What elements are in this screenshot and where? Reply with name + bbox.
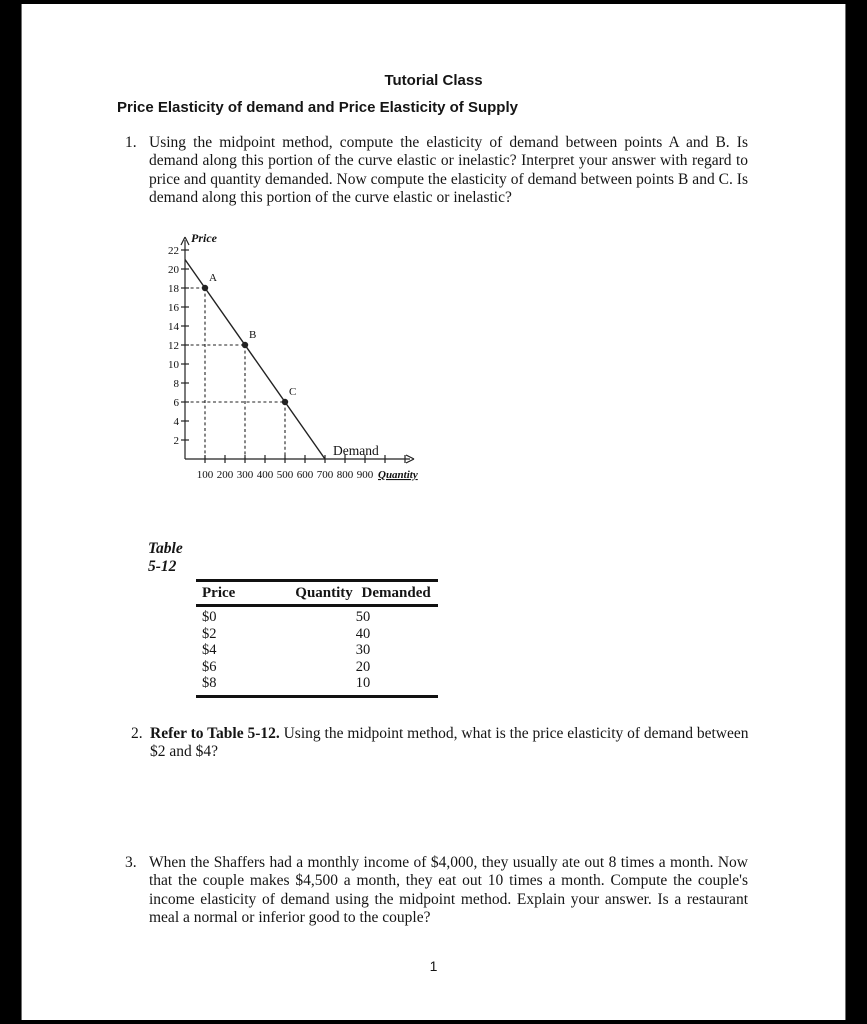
page-title: Tutorial Class <box>384 72 483 89</box>
table-header-quantity: Quantity Demanded <box>295 585 431 601</box>
question-2 <box>131 725 749 762</box>
table-caption-line1: Table <box>148 540 183 557</box>
question-1 <box>125 134 748 208</box>
svg-text:300: 300 <box>236 469 254 481</box>
svg-text:100: 100 <box>196 469 214 481</box>
price-cell: $6 <box>202 658 217 675</box>
price-cell: $8 <box>202 675 217 692</box>
svg-text:14: 14 <box>168 321 179 333</box>
demand-chart-svg <box>160 224 432 490</box>
demand-schedule-table <box>196 579 438 698</box>
table-caption <box>148 540 183 575</box>
svg-text:A: A <box>209 272 217 284</box>
question-1-text: Using the midpoint method, compute the elasticity of demand between points A and B. Is demand along this portion of the curve elastic or inelastic? Interpret your answer with regard to price and quantity demanded. Now compute the elasticity of demand between points B and C. Is demand along this portion of the curve elastic or inelastic? <box>149 134 748 207</box>
question-2-lead: Refer to Table 5-12. <box>150 725 280 742</box>
svg-text:500: 500 <box>276 469 294 481</box>
svg-text:Demand: Demand <box>333 443 379 458</box>
svg-text:10: 10 <box>168 359 179 371</box>
svg-text:B: B <box>249 329 257 341</box>
table-row <box>196 659 438 676</box>
svg-text:400: 400 <box>256 469 274 481</box>
svg-text:200: 200 <box>216 469 234 481</box>
table-header-price: Price <box>202 585 236 601</box>
question-2-rest: Using the midpoint method, what is the price elasticity of demand between $2 and $4? <box>150 725 749 761</box>
question-3-text: When the Shaffers had a monthly income of $4,000, they usually ate out 8 times a month. Now that the couple makes $4,500 a month, they eat out 10 times a month. Compute the couple's income elasticity of demand using the midpoint method. Explain your answer. Is a restaurant meal a normal or inferior good to the couple? <box>149 854 748 927</box>
quantity-cell: 20 <box>355 658 371 675</box>
table-row <box>196 607 438 626</box>
price-cell: $4 <box>202 642 217 659</box>
svg-text:Quantity: Quantity <box>378 469 418 481</box>
svg-text:6: 6 <box>173 397 179 409</box>
svg-text:900: 900 <box>356 469 374 481</box>
svg-text:800: 800 <box>336 469 354 481</box>
demand-chart <box>160 224 432 490</box>
quantity-cell: 40 <box>355 625 371 642</box>
price-cell: $0 <box>202 609 217 625</box>
quantity-cell: 50 <box>355 609 371 625</box>
question-2-number: 2. <box>131 725 143 742</box>
table-row <box>196 642 438 659</box>
svg-text:16: 16 <box>168 302 179 314</box>
svg-text:2: 2 <box>173 435 179 447</box>
price-cell: $2 <box>202 625 217 642</box>
question-3 <box>125 854 748 928</box>
table-row <box>196 626 438 643</box>
svg-text:12: 12 <box>168 340 179 352</box>
question-2-text <box>150 725 749 762</box>
svg-text:20: 20 <box>168 264 179 276</box>
table-caption-line2: 5-12 <box>148 557 177 575</box>
table-header-row <box>196 582 438 607</box>
svg-text:8: 8 <box>173 378 179 390</box>
quantity-cell: 10 <box>355 675 371 692</box>
table-row <box>196 675 438 692</box>
document-page <box>21 4 846 1020</box>
svg-text:700: 700 <box>316 469 334 481</box>
page-number: 1 <box>429 958 438 974</box>
quantity-cell: 30 <box>355 642 371 659</box>
svg-text:4: 4 <box>173 416 179 428</box>
svg-text:22: 22 <box>168 245 179 257</box>
svg-text:600: 600 <box>296 469 314 481</box>
question-3-number: 3. <box>125 854 137 871</box>
svg-text:18: 18 <box>168 283 179 295</box>
table-body <box>196 607 438 695</box>
page-subtitle: Price Elasticity of demand and Price Elasticity of Supply <box>117 99 518 116</box>
svg-text:C: C <box>289 386 297 398</box>
svg-text:Price: Price <box>191 231 217 245</box>
question-1-number: 1. <box>125 134 137 151</box>
